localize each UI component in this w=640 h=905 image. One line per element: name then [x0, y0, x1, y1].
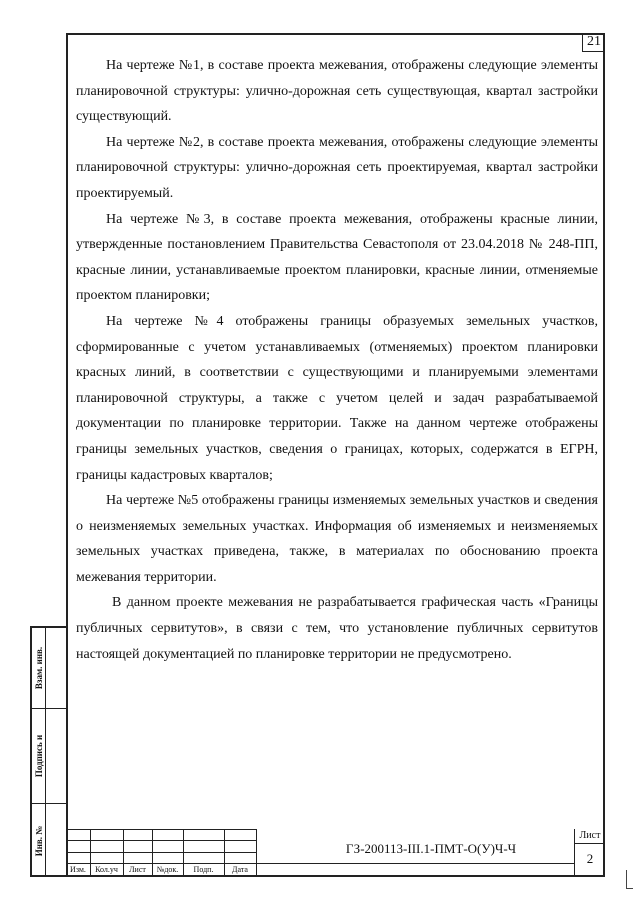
stamp-headers	[66, 863, 256, 877]
side-label-vzam: Взам. инв.	[33, 646, 44, 690]
header-koluch: Кол.уч	[95, 865, 118, 874]
side-label-inv: Инв. №	[33, 825, 44, 856]
header-list: Лист	[129, 865, 146, 874]
header-izm: Изм.	[70, 865, 86, 874]
paragraph-6: В данном проекте межевания не разрабатывается графическая часть «Границы публичных сервитутов», в связи с тем, что установление публичных сервитутов настоящей документацией по планировке территории не предусмотрено.	[76, 595, 598, 662]
sheet-label: Лист	[575, 829, 605, 844]
scan-edge-mark	[626, 870, 633, 889]
header-podp: Подп.	[193, 865, 214, 874]
sheet-number: 2	[586, 851, 594, 866]
side-label-podpis: Подпись и	[33, 734, 44, 778]
side-cell-vzam	[32, 628, 68, 709]
side-stamp	[30, 626, 68, 877]
page-number-top: 21	[582, 33, 605, 52]
document-body	[76, 53, 598, 667]
paragraph-1: На чертеже №1, в составе проекта межевания, отображены следующие элементы планировочной структуры: улично-дорожная сеть существующая, квартал застройки существующий.	[76, 58, 598, 125]
title-block	[66, 829, 605, 877]
document-id: ГЗ-200113-III.1-ПМТ-О(У)Ч-Ч	[345, 841, 517, 856]
paragraph-5: На чертеже №5 отображены границы изменяемых земельных участков и сведения о неизменяемых земельных участках. Информация об изменяемых и неизменяемых земельных участках приведена, также, в материалах по обоснованию проекта межевания территории.	[76, 493, 598, 585]
side-cell-inv	[32, 804, 68, 877]
side-cell-podpis	[32, 709, 68, 804]
paragraph-3: На чертеже №3, в составе проекта межевания, отображены красные линии, утвержденные постановлением Правительства Севастополя от 23.04.2018 № 248-ПП, красные линии, устанавливаемые проектом планировки, красные линии, отменяемые проектом планировки;	[76, 211, 598, 304]
sheet-box	[574, 829, 605, 877]
paragraph-2: На чертеже №2, в составе проекта межевания, отображены следующие элементы планировочной структуры: улично-дорожная сеть проектируемая, квартал застройки проектируемый.	[76, 134, 598, 201]
header-data: Дата	[232, 865, 248, 874]
paragraph-4: На чертеже №4 отображены границы образуемых земельных участков, сформированные с учетом устанавливаемых (отменяемых) проектом планировки красных линий, в соответствии с существующими и планируемыми элементами планировочной структуры, а также с учетом целей и задач разрабатываемой документации по планировке территории. Также на данном чертеже отображены границы земельных участков, сведения о границах, которых, содержатся в ЕГРН, границы кадастровых кварталов;	[76, 313, 598, 483]
header-ndok: №док.	[156, 865, 179, 874]
